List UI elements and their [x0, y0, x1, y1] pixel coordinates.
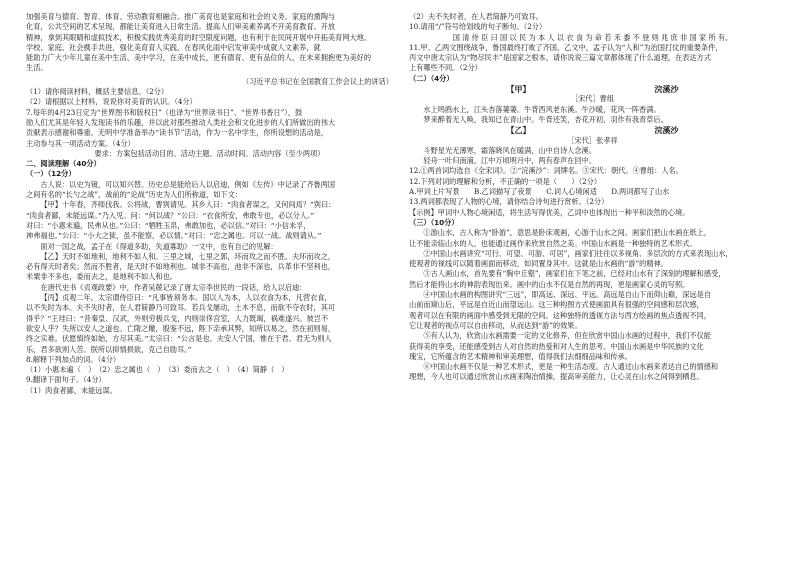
left-text-line: 精神，拿到其眼睛和虚拟技术，积极实践优秀美育的时空限度问题，也有利于在民间开展中开拓美育网大地。 [26, 32, 372, 42]
right-text-line: 它让观者的视点可以自由移动，从而达到“游”的效果。 [409, 320, 582, 330]
left-text-line: 必有得天时者矣；然而不胜者，是天时不如地利也。城非不高也，池非不深也，兵革非不坚利也， [26, 262, 336, 272]
right-text-line: 【乙】 浣溪沙 [506, 125, 679, 136]
left-text-line: 在唐代史书《贞观政要》中，作者吴兢记录了唐太宗李世民的一段话，给人以启迪： [40, 282, 307, 292]
right-text-line: 山前而窥山后，平远是自近山而望远山。这三种构图方式使画面具有很强的空间感和层次感， [409, 300, 704, 310]
right-text-line: 获得美的享受，还能感受到古人对自然的热爱和对人生的思考。中国山水画是中华民族的文化 [409, 341, 704, 351]
left-text-line: 化育，公共空间的艺术呈现，都能让美育进入日常生活。提高人们审美素养离不开美育教育。开放 [26, 22, 336, 32]
left-text-line: （1）请你阅读材料，概括主要信息。（2分） [26, 87, 169, 97]
left-text-line: 古人说：以史为镜，可以知兴替。历史总是能给后人以启迪，例如《左传》中记录了齐鲁两国 [40, 179, 336, 189]
left-text-line: 【乙】天时不如地利，地利不如人和。三里之城，七里之郭，环而攻之而不胜。夫环而攻之， [40, 251, 336, 261]
right-text-line: 使观者的视线可以随着画面而移动，如同置身其中。这就是山水画的“游”的精神。 [409, 259, 668, 269]
left-text-line: 贡献表示感谢和尊重。无明中学准备举办“读书节”活动，作为一名中学生，你所设想的活动是， [26, 128, 329, 138]
left-text-line: 乐，君多欲则人苦。朕所以抑情损欲，克己自励耳。” [26, 344, 192, 354]
right-text-line: 梦来醉着无人唤，我知已在青山中。牛背还笑，杏花开初，羽作有我青草后。 [423, 114, 668, 124]
right-text-line: （2）夫不失时者，在人君简静乃可致耳。 [409, 12, 543, 21]
left-text-line: 对曰：“小惠未遍，民弗从也。”公曰：“牺牲玉帛，弗敢加也，必以信。”对曰：“小信未孚， [26, 220, 311, 230]
right-text-line: ［宋代］曹组 [570, 94, 615, 104]
left-text-line: 加强美育与德育、智育、体育、劳动教育相融合。推广美育也是家庭和社会的义务。家庭的熏陶与 [26, 12, 336, 21]
left-text-line: （习近平总书记在全国教育工作会议上的讲话） [242, 76, 393, 86]
left-text-line: 欲安人乎？失所以安人之道也。亡隋之辙，殷鉴不远，陛下亲承其弊，知所以易之，然在初则易， [26, 323, 336, 333]
left-text-line: （1）肉食者鄙，未能远谋。 [26, 385, 117, 395]
right-text-line: 然后才能将山水的神韵表现出来。画中的山水不仅是自然的再现，更是画家心灵的写照。 [409, 279, 690, 289]
right-text-line: ③古人画山水，首先要有“胸中丘壑”，画家们在下笔之前，已经对山水有了深刻的理解和感受， [423, 269, 726, 279]
left-text-line: 神弗福也。”公曰：“小大之狱，虽不能察，必以情。”对曰：“忠之属也。可以一战。战则请从。” [26, 231, 322, 241]
left-text-line: 米粟非不多也，委而去之，是地利不如人和也。 [26, 272, 177, 282]
left-text-line: 要求：方案包括活动目的、活动主题、活动时间、活动内容（至少两项） [94, 148, 325, 158]
left-text-line: “肉食者鄙，未能远谋。”乃入见。问：“何以战？”公曰：“衣食所安，弗敢专也，必以分人。” [26, 210, 315, 220]
right-text-line: ［宋代］张孝祥 [567, 135, 618, 145]
left-text-line: （一）（12分） [26, 169, 76, 179]
left-text-line: 主动参与其一项活动方案。（4分） [26, 138, 135, 148]
left-text-line: 终之实难。伏愿慎终如始，方尽其美。”太宗曰：“公言是也。夫安人宁国，惟在于君。君无为则人 [26, 334, 332, 344]
right-text-line: 10.请用“/”符号给划线的句子断句。（2分） [409, 22, 547, 32]
right-text-line: 轻舟一叶归南浦，江中万顷明月中，两有春声在回中。 [423, 156, 596, 166]
right-text-line: A.甲词上片写景 B.乙词描写了夜景 C.词人心境闲适 D.两词都写了山水 [409, 187, 670, 197]
right-text-line: ⑤有人认为，欣赏山水画需要一定的文化修养，但在欣赏中国山水画的过程中，我们不仅能 [423, 331, 711, 341]
left-text-line: （2）请根据以上材料，说说你对美育的认识。（4分） [26, 97, 197, 107]
right-text-line: 上有哪些不同。（2分） [409, 63, 482, 73]
left-text-line: 以不失时为本。夫不失时者，在人君简静乃可致耳。若兵戈屡动，土木不息，而欲不夺农时，其可 [26, 303, 336, 313]
left-text-line: 面对一国之战，孟子在《得道多助，失道寡助》一文中，也有自己的见解： [40, 241, 278, 251]
right-text-line: 理想，今人也可以通过欣赏山水画来陶冶情操，提高审美能力，让心灵在山水之间得到栖息。 [409, 372, 704, 382]
left-text-line: 生活。 [26, 63, 48, 73]
right-text-line: 12.下列对词的理解和分析，不正确的一项是（ ）（2分） [409, 176, 602, 186]
left-column [26, 12, 393, 553]
right-text-line: 11.甲、乙两文围绕战争，鲁国最终打败了齐国，乙文中，孟子认为“人和”为治国打仗的重要条件， [409, 42, 723, 52]
right-text-line: 【甲】 浣溪沙 [506, 84, 679, 95]
right-text-line: 丙文中唐太宗认为“物尽民丰”是国家之根本，请你说说三篇文章都体现了什么道理，在表达方式 [409, 53, 712, 63]
left-text-line: 之间有名的“长勺之战”，战前的“论战”历史为人们所称道，如下文： [26, 190, 242, 200]
right-text-line: ⑥中国山水画不仅是一种艺术形式，更是一种生活态度。古人通过山水画来表达自己的情感和 [423, 362, 719, 372]
right-text-line: 国 清 侍 臣 曰 国 以 民 为 本 人 以 衣 食 为 命 若 禾 黍 不 登 则 兆 庶 非 国 家 所 有。 [452, 32, 733, 42]
left-text-line: （1）小惠未遍（ ） （2）忠之属也（ ） （3）委而去之（ ） （4）简静（ ） [26, 365, 289, 375]
left-text-line: 励人们尤其是年轻人发现读书的乐趣，并以此对那些推动人类社会和文化进步的人们所做出的伟大 [26, 117, 336, 127]
right-column [409, 12, 776, 553]
right-text-line: ①游山水，古人称为“卧游”，意思是卧床观画，心游于山水之间。画家们把山水画在纸上， [423, 228, 712, 238]
left-text-line: 9.翻译下面句子。（4分） [26, 375, 106, 385]
right-text-line: 【示例】甲词中人物心境闲适，将生活写得优美，乙词中也体现出一种平和淡然的心境。 [409, 207, 690, 217]
left-text-line: 能助力广大少年儿童在美中生活、美中学习，在美中成长，更有德育、更有品位的人，在未来拥抱更为美好的 [26, 53, 372, 63]
left-text-line: 7.每年的4月23日定为“世界图书和版权日”（也译为“世界读书日”、“世界书香日”），鼓 [26, 107, 303, 117]
right-text-line: 水上鸣鸥水上，江头杏落萋萋。牛背西风老东溪。牛沙暖，花风一阵香满。 [423, 104, 661, 114]
right-text-line: 观者可以在有限的画面中感受到无限的空间。这种独特的透视方法与西方绘画的焦点透视不同， [409, 310, 711, 320]
right-text-line: ④中国山水画的构图讲究“三远”，即高远、深远、平远。高远是自山下而仰山巅，深远是自 [423, 290, 712, 300]
left-text-line: 二、阅读理解（40分） [26, 159, 101, 169]
left-text-line: 【丙】贞观二年，太宗谓侍臣曰：“凡事皆须务本。国以人为本，人以衣食为本，凡营衣食， [40, 293, 332, 303]
right-text-line: ②中国山水画讲究“可行、可望、可游、可居”，画家们往往以多视角、多层次的方式来表现山水， [423, 248, 733, 258]
right-text-line: 让不能亲临山水的人，也能通过画作来欣赏自然之美。中国山水画是一种独特的艺术形式。 [409, 238, 697, 248]
right-text-line: （三）（10分） [409, 217, 459, 227]
right-text-line: 12.①两首词均选自《全宋词》。②“浣溪沙”：词牌名。③宋代：朝代。④曹组：人名。 [409, 166, 683, 176]
right-text-line: 斗野星光无薄寒，霜落晓风在暖满，山中自诗人念溪。 [423, 145, 596, 155]
left-text-line: 8.解释下列加点的词。（4分） [26, 354, 121, 364]
right-text-line: 瑰宝，它所蕴含的艺术精神和审美理想，值得我们去细细品味和传承。 [409, 351, 632, 361]
right-text-line: （二）（4分） [409, 73, 454, 83]
left-text-line: 学校、家庭、社会携手共进，强化美育育人实践，在春风化雨中启发审美中成就人文素养，就 [26, 42, 321, 52]
left-text-line: 【甲】十年春，齐师伐我。公将战，曹刿请见。其乡人曰：“肉食者谋之，又何间焉？”刿曰： [40, 200, 336, 210]
left-text-line: 得乎？”王珪曰：“昔秦皇、汉武，外则穷极兵戈，内则崇侈宫室，人力既竭，祸难遂兴。彼岂不 [26, 313, 329, 323]
right-text-line: 13.两词都表现了人物的心境，请你结合诗句进行赏析。（2分） [409, 197, 609, 207]
